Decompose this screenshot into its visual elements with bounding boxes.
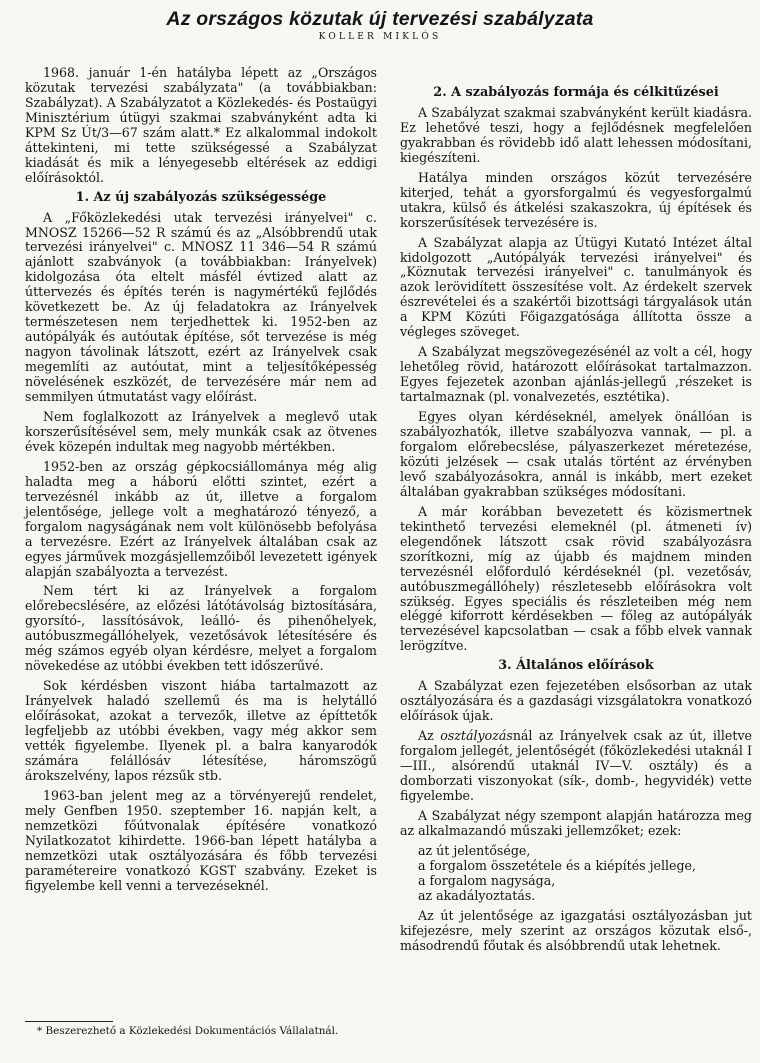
paragraph: A Szabályzat szakmai szabványként került kiadásra. Ez lehetővé teszi, hogy a fejlődésnek megfelelően gyakrabban és rövidebb idő alatt lehessen módosítani, kiegészíteni. [400,104,752,165]
text-run: Az [418,728,441,744]
paragraph: A Szabályzat megszövegezésénél az volt a cél, hogy lehetőleg rövid, határozott előírásokat tartalmazzon. Egyes fejezetek azonban ajánlás-jellegű ,részeket is tartalmaznak (pl. vonalvezetés, esztétika). [400,344,752,405]
article-title: Az országos közutak új tervezési szabályzata [166,8,594,30]
paragraph: A „Főközlekedési utak tervezési irányelvei" c. MNOSZ 15266—52 R számú és az „Alsóbbrendű utak tervezési irányelvei" c. MNOSZ 11 346—54 R számú ajánlott szabványok (a továbbiakban: Irányelvek) kidolgozása óta eltelt másfél évtized alatt az úttervezés és építés terén is nagymértékű fejlődés következett be. Az új feladatokra az Irányelvek természetesen nem terjedhettek ki. 1952-ben az autópályák és autóutak építése, sőt tervezése is még nagyon távolinak látszott, ezért az Irányelvek csak megemlíti az autóutat, mint a teljesítőképesség növelésének eszközét, de tervezésére már nem ad semmilyen útmutatást vagy előírást. [25,209,377,405]
footnote: * Beszerezhető a Közlekedési Dokumentációs Vállalatnál. [37,1025,339,1037]
paragraph: Hatálya minden országos közút tervezésére kiterjed, tehát a gyorsforgalmú és vegyesforgalmú utakra, külső és átkelési szakaszokra, új építések és korszerűsítések tervezésére is. [400,169,752,230]
paragraph: A Szabályzat négy szempont alapján határozza meg az alkalmazandó műszaki jellemzőket; ezek: [400,807,752,838]
paragraph: Egyes olyan kérdéseknél, amelyek önállóan is szabályozhatók, illetve szabályozva vannak, — pl. a forgalom előrebecslése, pályaszerkezet méretezése, közúti jelzések — csak utalás történt az érvényben levő szabályozásokra, annál is inkább, mert ezeket általában gyakrabban szükséges módosítani. [400,409,752,499]
intro-paragraph: 1968. január 1-én hatályba lépett az „Országos közutak tervezési szabályzata" (a továbbiakban: Szabályzat). A Szabályzatot a Közlekedés- és Postaügyi Minisztérium útügyi szakmai szabványként adta ki KPM Sz Út/3—67 szám alatt.* Ez alkalommal indokolt áttekinteni, mi tette szükségessé a Szabályzat kiadását és mik a lényegesebb eltérések az eddigi előírásoktól. [25,65,377,185]
text-run: nál az Irányelvek csak az út, illetve forgalom jellegét, jelentőségét (főközlekedési utaknál I—III., alsórendű utaknál IV—V. osztály) és a domborzati viszonyokat (sík-, domb-, hegyvidék) vette figyelembe. [400,728,753,803]
paragraph: A Szabályzat alapja az Útügyi Kutató Intézet által kidolgozott „Autópályák tervezési irányelvei" és „Köznutak tervezési irányelvei" c. tanulmányok és azok lerövidített összesítése volt. Az érdekelt szervek észrevételei és a szakértői bizottsági tárgyalások után a KPM Közúti Főigazgatósága állította össze a végleges szöveget. [400,234,752,340]
right-column [400,82,752,958]
paragraph: Nem foglalkozott az Irányelvek a meglevő utak korszerűsítésével sem, mely munkák csak az ötvenes évek közepén indultak meg nagyobb mértékben. [25,408,377,454]
paragraph: 1963-ban jelent meg az a törvényerejű rendelet, mely Genfben 1950. szeptember 16. napján kelt, a nemzetközi főútvonalak építésére vonatkozó Nyilatkozatot kihirdette. 1966-ban lépett hatályba a nemzetközi utak osztályozására és főbb tervezési paramétereire vonatkozó KGST szabvány. Ezeket is figyelembe kell venni a tervezéseknél. [25,787,377,893]
paragraph: Nem tért ki az Irányelvek a forgalom előrebecslésére, az előzési látótávolság biztosítására, gyorsító-, lassítósávok, leálló- és pihenőhelyek, autóbuszmegállóhelyek, vezetősávok létesítésére és még számos egyéb olyan kérdésre, melyet a forgalom növekedése az utóbbi években tett időszerűvé. [25,583,377,674]
list-item: az akadályoztatás. [418,887,536,903]
paragraph: A Szabályzat ezen fejezetében elsősorban az utak osztályozására és a gazdasági vizsgálatokra vonatkozó előírások újak. [400,678,752,724]
article-author: KOLLER MIKLÓS [318,32,442,42]
section-heading-3: 3. Általános előírások [498,658,654,674]
paragraph: 1952-ben az ország gépkocsiállománya még alig haladta meg a háború előtti szintet, ezért a tervezésnél inkább az út, illetve a forgalom jelentősége, jellege volt a meghatározó tényező, a forgalom nagyságának nem volt különösebb befolyása a tervezésre. Ezért az Irányelvek általában csak az egyes járművek mozgásjellemzőiből levezetett igények alapján szabályozta a tervezést. [25,458,377,579]
emphasis: osztályozás [440,728,513,744]
section-heading-2: 2. A szabályozás formája és célkitűzései [433,85,719,100]
left-column [25,66,377,899]
paragraph: Az út jelentősége az igazgatási osztályozásban jut kifejezésre, mely szerint az országos közutak első-, másodrendű főutak és alsóbbrendű utak lehetnek. [400,907,752,953]
list-item: a forgalom összetétele és a kiépítés jellege, [418,857,697,873]
paragraph-osztalyozas [400,729,752,804]
section-heading-1: 1. Az új szabályozás szükségessége [75,189,327,205]
list-item: az út jelentősége, [418,842,531,858]
list-item: a forgalom nagysága, [418,872,556,888]
paragraph: Sok kérdésben viszont hiába tartalmazott az Irányelvek haladó szellemű és ma is helytálló előírásokat, azokat a tervezők, illetve az építtetők legfeljebb az utóbbi években, vagy még akkor sem vették figyelembe. Ilyenek pl. a balra kanyarodók számára felállósáv létesítése, háromszögű árokszelvény, lapos rézsűk stb. [25,678,377,783]
paragraph: A már korábban bevezetett és közismertnek tekinthető tervezési elemeknél (pl. átmeneti ív) elegendőnek látszott csak rövid szabályozásra szorítkozni, míg az újabb és majdnem minden tervezésnél előforduló kérdéseknél (pl. vezetősáv, autóbuszmegállóhely) részletesebb előírásokra volt szükség. Egyes speciális és részleteiben még nem eléggé kiforrott kérdésekben — főleg az autópályák tervezésével kapcsolatban — csak a főbb elvek vannak lerögzítve. [400,503,752,654]
footnote-divider [25,1021,113,1022]
criteria-list [400,844,752,904]
